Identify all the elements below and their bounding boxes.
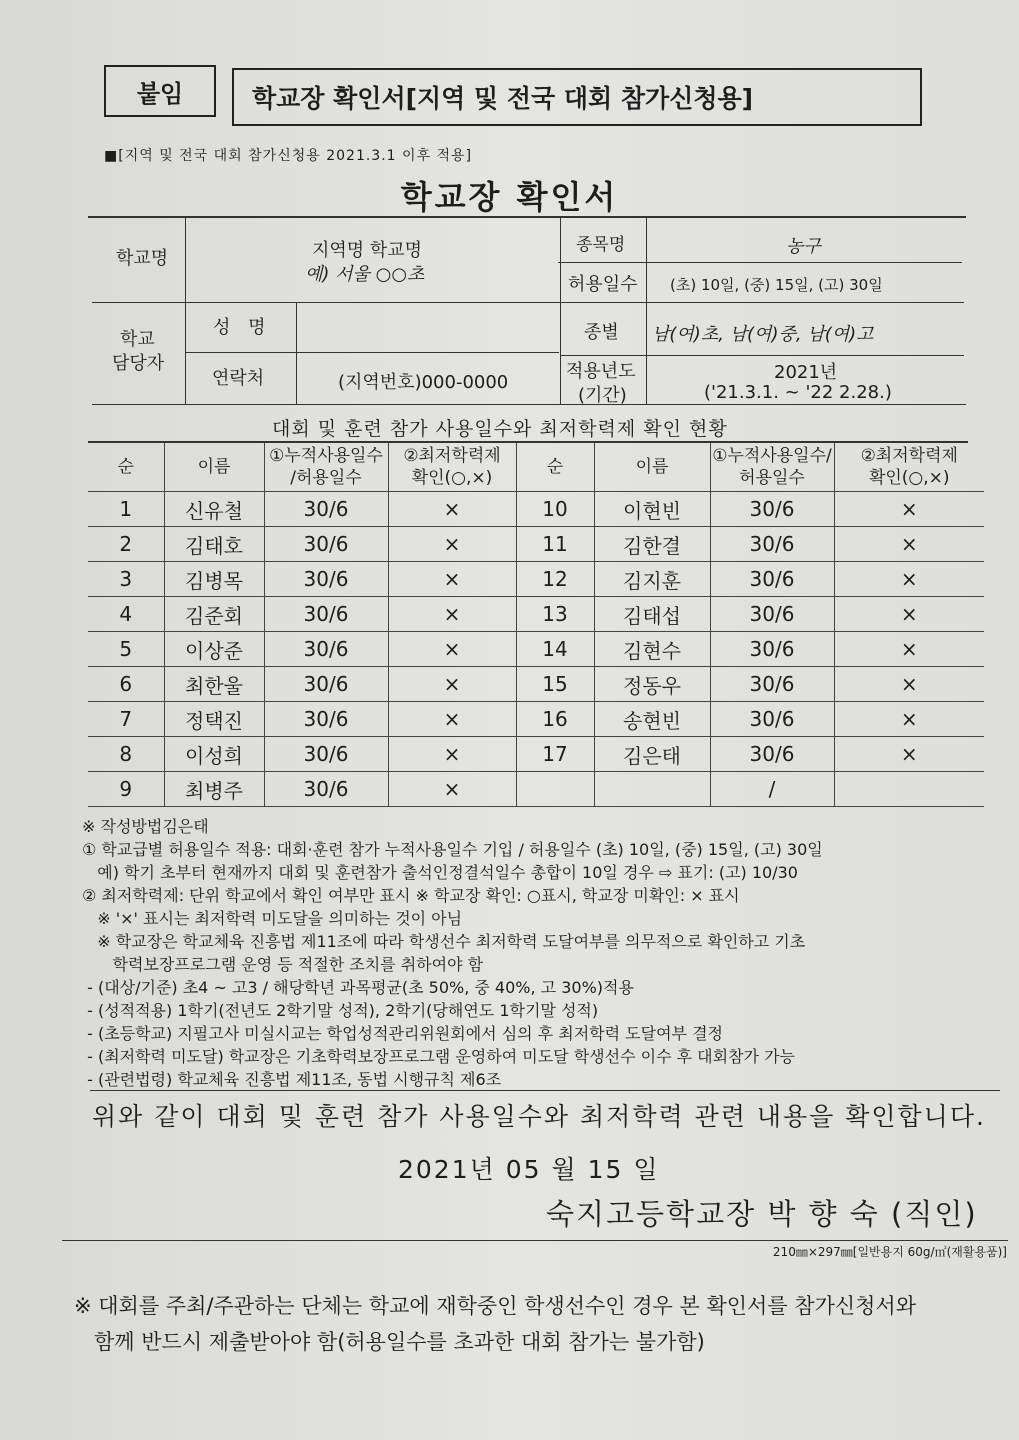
year-period: ('21.3.1. ~ '22 2.28.) — [704, 382, 892, 403]
footer-line-2: 함께 반드시 제출받아야 함(허용일수를 초과한 대회 참가는 불가함) — [74, 1330, 705, 1354]
year-value: 2021년 — [774, 362, 838, 383]
top-note: ■[지역 및 전국 대회 참가신청용 2021.3.1 이후 적용] — [104, 148, 473, 164]
note-line: ① 학교급별 허용일수 적용: 대회·훈련 참가 누적사용일수 기입 / 허용일수 (초) 10일, (중) 15일, (고) 30일 — [82, 840, 823, 859]
table-row — [88, 737, 984, 772]
cell-days: 30/6 — [264, 527, 388, 562]
header-title: 학교장 확인서[지역 및 전국 대회 참가신청용] — [232, 68, 922, 126]
cell-name: 이현빈 — [594, 492, 710, 527]
cell-days: 30/6 — [264, 772, 388, 807]
table-row — [88, 562, 984, 597]
cell-days: 30/6 — [264, 702, 388, 737]
cell-name: 김준회 — [164, 597, 264, 632]
cell-name — [594, 772, 710, 807]
cell-no: 4 — [88, 597, 164, 632]
cell-no: 1 — [88, 492, 164, 527]
info-divider — [558, 262, 962, 263]
note-line: ※ 학교장은 학교체육 진흥법 제11조에 따라 학생선수 최저학력 도달여부를 의무적으로 확인하고 기초 — [82, 932, 806, 951]
col-days-line2: /허용일수 — [290, 468, 362, 488]
cell-no: 8 — [88, 737, 164, 772]
cell-no: 6 — [88, 667, 164, 702]
col-name-right: 이름 — [594, 443, 710, 492]
issue-date: 2021년 05 월 15 일 — [398, 1155, 660, 1184]
cell-days: 30/6 — [264, 632, 388, 667]
note-line: ※ '×' 표시는 최저학력 미도달을 의미하는 것이 아님 — [82, 909, 463, 928]
sport-value: 농구 — [786, 236, 821, 257]
note-line: - (성적적용) 1학기(전년도 2학기말 성적), 2학기(당해연도 1학기말 성적) — [82, 1001, 599, 1020]
note-line: - (초등학교) 지필고사 미실시교는 학업성적관리위원회에서 심의 후 최저학력 도달여부 결정 — [82, 1024, 723, 1043]
cell-no: 16 — [516, 702, 594, 737]
cell-min: × — [834, 667, 984, 702]
cell-name: 송현빈 — [594, 702, 710, 737]
principal-signature: 숙지고등학교장 박 향 숙 (직인) — [546, 1197, 978, 1231]
cell-days: 30/6 — [264, 737, 388, 772]
table-row — [88, 492, 984, 527]
notes-divider — [90, 1090, 1000, 1091]
year-label-2: (기간) — [578, 385, 627, 406]
table-row — [88, 632, 984, 667]
table-row — [88, 772, 984, 807]
note-line: - (최저학력 미도달) 학교장은 기초학력보장프로그램 운영하여 미도달 학생선수 이수 후 대회참가 가능 — [82, 1047, 795, 1066]
col-min — [388, 443, 516, 492]
cell-days: 30/6 — [710, 527, 834, 562]
manager-label: 학교 — [120, 329, 155, 350]
col-days-right — [710, 443, 834, 492]
sport-label: 종목명 — [576, 235, 626, 255]
col-no-right: 순 — [516, 443, 594, 492]
info-vline — [646, 218, 647, 404]
col-min-line1: ②최저학력제 — [403, 446, 501, 466]
info-divider — [92, 404, 966, 405]
cell-min: × — [834, 737, 984, 772]
table-row — [88, 667, 984, 702]
cell-no: 12 — [516, 562, 594, 597]
cell-days: 30/6 — [710, 597, 834, 632]
cell-name: 이상준 — [164, 632, 264, 667]
col-days — [264, 443, 388, 492]
cell-no — [516, 772, 594, 807]
contact-label: 연락처 — [212, 368, 265, 389]
cell-name: 정택진 — [164, 702, 264, 737]
manager-label-2: 담당자 — [112, 353, 165, 374]
cell-min — [834, 772, 984, 807]
cell-no: 2 — [88, 527, 164, 562]
cell-no: 17 — [516, 737, 594, 772]
cell-days: 30/6 — [264, 492, 388, 527]
info-divider — [185, 352, 559, 353]
cell-days: 30/6 — [264, 562, 388, 597]
info-vline — [560, 218, 561, 404]
confirm-statement: 위와 같이 대회 및 훈련 참가 사용일수와 최저학력 관련 내용을 확인합니다. — [92, 1102, 986, 1131]
note-line: ※ 작성방법김은태 — [82, 817, 209, 836]
cell-min: × — [834, 597, 984, 632]
cell-min: × — [834, 527, 984, 562]
cell-no: 9 — [88, 772, 164, 807]
info-divider — [92, 302, 964, 303]
cell-days: 30/6 — [710, 632, 834, 667]
section-title: 대회 및 훈련 참가 사용일수와 최저학력제 확인 현황 — [272, 418, 728, 440]
allowed-days-value: (초) 10일, (중) 15일, (고) 30일 — [670, 276, 883, 294]
cell-name: 김한결 — [594, 527, 710, 562]
allowed-days-label: 허용일수 — [568, 274, 638, 295]
cell-days: 30/6 — [264, 667, 388, 702]
year-label: 적용년도 — [566, 361, 636, 382]
cell-no: 14 — [516, 632, 594, 667]
cell-min: × — [388, 667, 516, 702]
paper-spec: 210㎜×297㎜[일반용지 60g/㎡(재활용품)] — [772, 1245, 1007, 1259]
table-row — [88, 702, 984, 737]
usage-table — [88, 443, 984, 807]
page-title: 학교장 확인서 — [400, 178, 619, 216]
col-no: 순 — [88, 443, 164, 492]
info-top-border — [88, 216, 966, 218]
cell-days: / — [710, 772, 834, 807]
cell-no: 13 — [516, 597, 594, 632]
cell-min: × — [834, 562, 984, 597]
cell-min: × — [388, 597, 516, 632]
cell-name: 김태섭 — [594, 597, 710, 632]
cell-min: × — [388, 702, 516, 737]
note-line: ② 최저학력제: 단위 학교에서 확인 여부만 표시 ※ 학교장 확인: ○표시, 학교장 미확인: × 표시 — [82, 886, 740, 905]
cell-days: 30/6 — [710, 702, 834, 737]
cell-name: 김지훈 — [594, 562, 710, 597]
info-vline — [296, 303, 297, 404]
contact-value: (지역번호)000-0000 — [338, 372, 509, 393]
cell-no: 15 — [516, 667, 594, 702]
note-line: - (관련법령) 학교체육 진흥법 제11조, 동법 시행규칙 제6조 — [82, 1070, 502, 1089]
cell-min: × — [834, 702, 984, 737]
table-row — [88, 597, 984, 632]
cell-name: 정동우 — [594, 667, 710, 702]
table-header-row — [88, 443, 984, 492]
cell-no: 10 — [516, 492, 594, 527]
cell-days: 30/6 — [710, 492, 834, 527]
cell-min: × — [388, 632, 516, 667]
bottom-divider — [62, 1240, 1008, 1241]
category-label: 종별 — [584, 322, 619, 343]
category-value: 남(여)초, 남(여)중, 남(여)고 — [652, 324, 874, 345]
cell-no: 7 — [88, 702, 164, 737]
cell-min: × — [388, 737, 516, 772]
cell-name: 김병목 — [164, 562, 264, 597]
cell-days: 30/6 — [710, 737, 834, 772]
cell-name: 김태호 — [164, 527, 264, 562]
cell-name: 최병주 — [164, 772, 264, 807]
cell-name: 김은태 — [594, 737, 710, 772]
col-min-right-line2: 확인(○,×) — [868, 468, 950, 488]
col-days-right-line2: 허용일수 — [739, 468, 805, 488]
cell-no: 11 — [516, 527, 594, 562]
cell-name: 김현수 — [594, 632, 710, 667]
col-days-right-line1: ①누적사용일수/ — [712, 446, 832, 466]
col-min-right — [834, 443, 984, 492]
note-line: 예) 학기 초부터 현재까지 대회 및 훈련참가 출석인정결석일수 총합이 10일 경우 ⇨ 표기: (고) 10/30 — [82, 863, 798, 882]
col-days-line1: ①누적사용일수 — [269, 446, 383, 466]
cell-no: 5 — [88, 632, 164, 667]
cell-min: × — [834, 492, 984, 527]
school-label: 학교명 — [116, 248, 169, 269]
name-label: 성 명 — [213, 317, 272, 338]
footer-line-1: ※ 대회를 주최/주관하는 단체는 학교에 재학중인 학생선수인 경우 본 확인서를 참가신청서와 — [74, 1294, 917, 1318]
notes-section — [82, 815, 1002, 1091]
attachment-label: 붙임 — [104, 65, 216, 117]
note-line: 학력보장프로그램 운영 등 적절한 조치를 취하여야 함 — [82, 955, 484, 974]
cell-min: × — [834, 632, 984, 667]
col-name: 이름 — [164, 443, 264, 492]
cell-no: 3 — [88, 562, 164, 597]
col-min-line2: 확인(○,×) — [411, 468, 493, 488]
cell-days: 30/6 — [710, 667, 834, 702]
cell-min: × — [388, 772, 516, 807]
table-row — [88, 527, 984, 562]
cell-min: × — [388, 492, 516, 527]
info-divider — [560, 355, 964, 356]
info-vline — [185, 218, 186, 404]
school-example: 예) 서울 ○○초 — [305, 264, 425, 285]
footer-note — [74, 1288, 1004, 1360]
cell-min: × — [388, 562, 516, 597]
note-line: - (대상/기준) 초4 ~ 고3 / 해당학년 과목평균(초 50%, 중 40%, 고 30%)적용 — [82, 978, 634, 997]
cell-name: 신유철 — [164, 492, 264, 527]
school-value: 지역명 학교명 — [312, 240, 423, 261]
col-min-right-line1: ②최저학력제 — [860, 446, 958, 466]
cell-days: 30/6 — [264, 597, 388, 632]
cell-days: 30/6 — [710, 562, 834, 597]
cell-min: × — [388, 527, 516, 562]
cell-name: 이성희 — [164, 737, 264, 772]
cell-name: 최한울 — [164, 667, 264, 702]
